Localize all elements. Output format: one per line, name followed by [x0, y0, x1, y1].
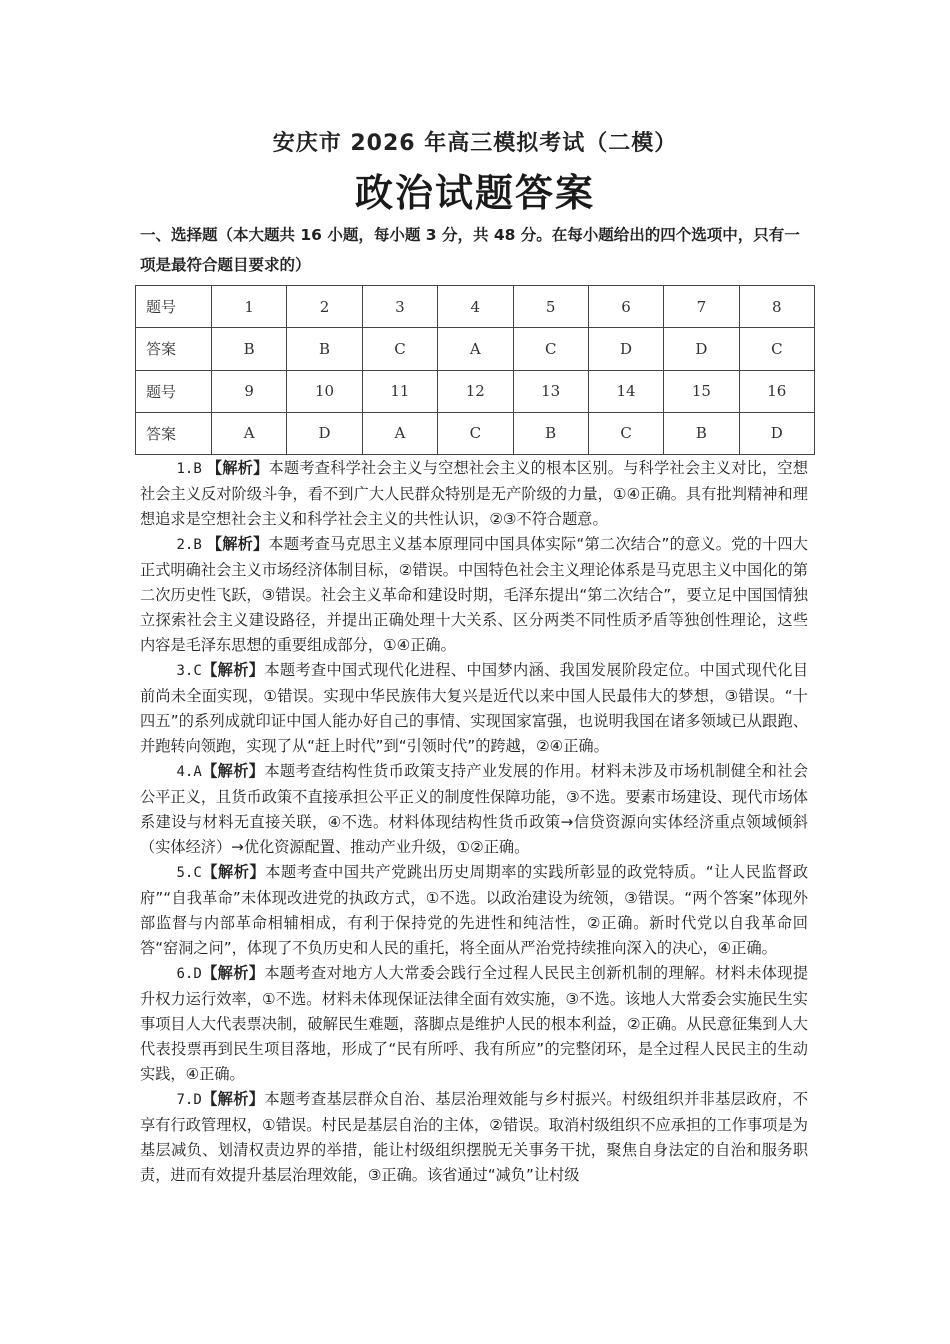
answer-cell: B [287, 328, 362, 370]
exam-subtitle: 安庆市 2026 年高三模拟考试（二模） [272, 131, 678, 156]
question-number: 16 [739, 370, 814, 412]
explanation-item-3 [140, 658, 808, 759]
table-row-questions-1 [136, 286, 815, 328]
question-number: 10 [287, 370, 362, 412]
table-row-questions-2 [136, 370, 815, 412]
question-number: 5 [513, 286, 588, 328]
explanation-item-6 [140, 961, 808, 1087]
question-number: 13 [513, 370, 588, 412]
analysis-tag: 【解析】 [201, 863, 266, 881]
section-heading: 一、选择题（本大题共 16 小题，每小题 3 分，共 48 分。在每小题给出的四个选项中，只有一项是最符合题目要求的） [140, 226, 800, 274]
analysis-tag: 【解析】 [201, 1090, 265, 1108]
answer-cell: A [212, 412, 287, 454]
answer-cell: C [362, 328, 437, 370]
explanations-list [140, 456, 808, 1188]
question-id: 1.B [176, 461, 202, 477]
explanation-text: 本题考查基层群众自治、基层治理效能与乡村振兴。村级组织并非基层政府，不享有行政管理权，①错误。村民是基层自治的主体，②错误。取消村级组织不应承担的工作事项是为基层减负、划清权责边界的举措，能让村级组织摆脱无关事务干扰，聚焦自身法定的自治和服务职责，进而有效提升基层治理效能，③正确。该省通过“减负”让村级 [140, 1090, 809, 1184]
answer-cell: B [212, 328, 287, 370]
analysis-tag: 【解析】 [201, 964, 265, 982]
explanation-text: 本题考查中国共产党跳出历史周期率的实践所彰显的政党特质。“让人民监督政府”“自我革命”未体现改进党的执政方式，①不选。以政治建设为统领，③错误。“两个答案”体现外部监督与内部革命相辅相成，有利于保持党的先进性和纯洁性，②正确。新时代党以自我革命回答“窑洞之问”，体现了不负历史和人民的重托，将全面从严治党持续推向深入的决心，④正确。 [140, 863, 809, 957]
question-number: 4 [438, 286, 513, 328]
question-number: 8 [739, 286, 814, 328]
answer-cell: D [287, 412, 362, 454]
question-number: 7 [664, 286, 739, 328]
answer-cell: C [588, 412, 663, 454]
table-row-answers-2 [136, 412, 815, 454]
question-id: 2.B [176, 537, 202, 553]
answer-cell: B [513, 412, 588, 454]
question-number: 11 [362, 370, 437, 412]
question-number: 9 [212, 370, 287, 412]
analysis-tag: 【解析】 [206, 459, 269, 477]
analysis-tag: 【解析】 [201, 762, 265, 780]
answer-cell: A [438, 328, 513, 370]
explanation-item-2 [140, 532, 808, 658]
answer-cell: D [739, 412, 814, 454]
question-number: 1 [212, 286, 287, 328]
question-number: 12 [438, 370, 513, 412]
answer-cell: D [664, 328, 739, 370]
explanation-item-7 [140, 1087, 808, 1188]
explanation-item-5 [140, 860, 808, 961]
explanation-text: 本题考查科学社会主义与空想社会主义的根本区别。与科学社会主义对比，空想社会主义反对阶级斗争，看不到广大人民群众特别是无产阶级的力量，①④正确。具有批判精神和理想追求是空想社会主义和科学社会主义的共性认识，②③不符合题意。 [140, 459, 809, 528]
question-number: 6 [588, 286, 663, 328]
question-number: 15 [664, 370, 739, 412]
question-number: 14 [588, 370, 663, 412]
row-label-answer: 答案 [136, 412, 212, 454]
explanation-item-4 [140, 759, 808, 860]
answer-cell: A [362, 412, 437, 454]
answer-cell: B [664, 412, 739, 454]
explanation-text: 本题考查中国式现代化进程、中国梦内涵、我国发展阶段定位。中国式现代化目前尚未全面实现，①错误。实现中华民族伟大复兴是近代以来中国人民最伟大的梦想，③错误。“十四五”的系列成就印证中国人能办好自己的事情、实现国家富强，也说明我国在诸多领域已从跟跑、并跑转向领跑，实现了从“赶上时代”到“引领时代”的跨越，②④正确。 [140, 661, 809, 755]
table-row-answers-1 [136, 328, 815, 370]
row-label-answer: 答案 [136, 328, 212, 370]
analysis-tag: 【解析】 [201, 661, 265, 679]
page-title: 政治试题答案 [354, 171, 595, 215]
answer-table [135, 285, 815, 455]
question-id: 7.D [176, 1092, 202, 1108]
question-number: 2 [287, 286, 362, 328]
row-label-question: 题号 [136, 286, 212, 328]
question-id: 4.A [176, 764, 202, 780]
explanation-item-1 [140, 456, 808, 532]
explanation-text: 本题考查对地方人大常委会践行全过程人民民主创新机制的理解。材料未体现提升权力运行效率，①不选。材料未体现保证法律全面有效实施，③不选。该地人大常委会实施民生实事项目人大代表票决制，破解民生难题，落脚点是维护人民的根本利益，②正确。从民意征集到人大代表投票再到民生项目落地，形成了“民有所呼、我有所应”的完整闭环，是全过程人民民主的生动实践，④正确。 [140, 964, 809, 1083]
answer-cell: D [588, 328, 663, 370]
answer-cell: C [438, 412, 513, 454]
explanation-text: 本题考查马克思主义基本原理同中国具体实际“第二次结合”的意义。党的十四大正式明确社会主义市场经济体制目标，②错误。中国特色社会主义理论体系是马克思主义中国化的第二次历史性飞跃，③错误。社会主义革命和建设时期，毛泽东提出“第二次结合”，要立足中国国情独立探索社会主义建设路径，并提出正确处理十大关系、区分两类不同性质矛盾等独创性理论，这些内容是毛泽东思想的重要组成部分，①④正确。 [140, 535, 808, 654]
question-id: 3.C [176, 663, 202, 679]
question-id: 5.C [176, 865, 202, 881]
explanation-text: 本题考查结构性货币政策支持产业发展的作用。材料未涉及市场机制健全和社会公平正义，且货币政策不直接承担公平正义的制度性保障功能，③不选。要素市场建设、现代市场体系建设与材料无直接关联，④不选。材料体现结构性货币政策→信贷资源向实体经济重点领域倾斜（实体经济）→优化资源配置、推动产业升级，①②正确。 [140, 762, 809, 856]
row-label-question: 题号 [136, 370, 212, 412]
answer-cell: C [513, 328, 588, 370]
analysis-tag: 【解析】 [206, 535, 269, 553]
answer-cell: C [739, 328, 814, 370]
question-id: 6.D [176, 966, 202, 982]
question-number: 3 [362, 286, 437, 328]
